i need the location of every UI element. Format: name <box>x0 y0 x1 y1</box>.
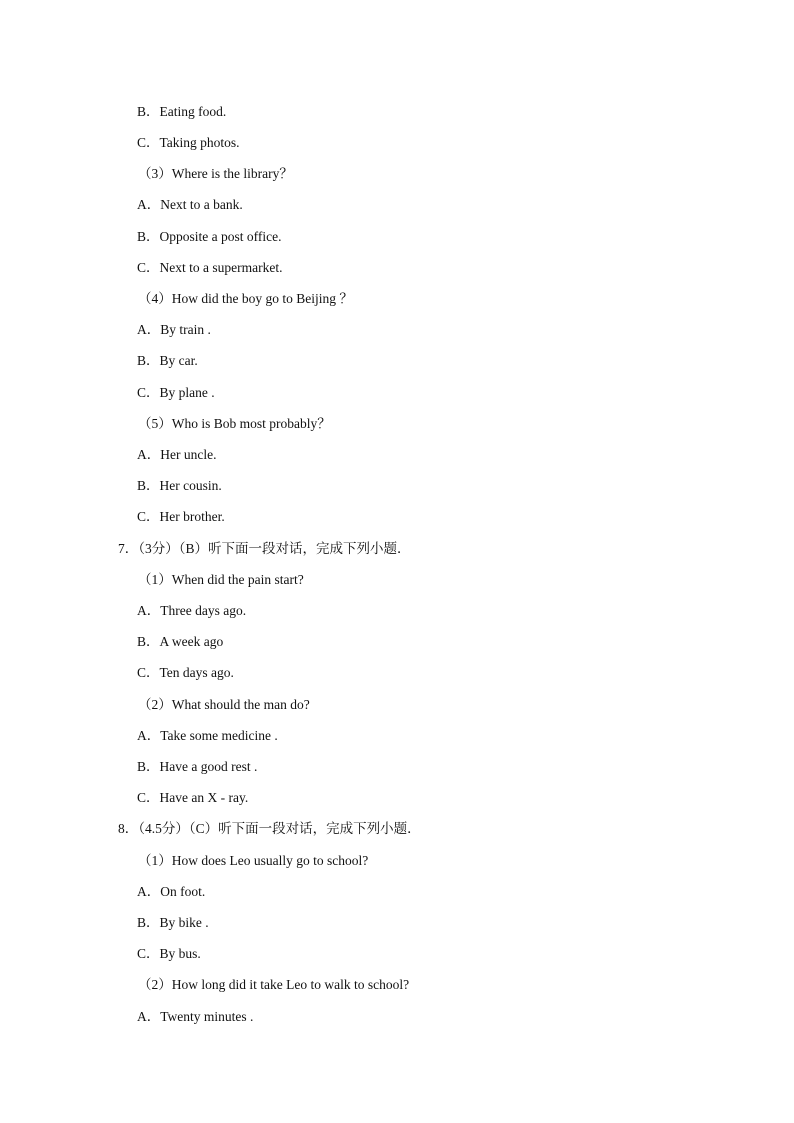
question-8-2-walk-time: （2）How long did it take Leo to walk to school? <box>138 977 410 992</box>
option-a-next-to-bank: A．Next to a bank. <box>137 197 243 212</box>
option-c-x-ray: C．Have an X - ray. <box>137 790 249 805</box>
option-b-by-bike: B．By bike . <box>137 915 209 930</box>
option-b-opposite-post-office: B．Opposite a post office. <box>137 229 282 244</box>
option-c-by-bus: C．By bus. <box>137 946 201 961</box>
option-b-by-car: B．By car. <box>137 353 198 368</box>
option-a-three-days-ago: A．Three days ago. <box>137 603 247 618</box>
option-c-ten-days-ago: C．Ten days ago. <box>137 665 234 680</box>
option-c-her-brother: C．Her brother. <box>137 509 225 524</box>
option-b-eating-food: B．Eating food. <box>137 104 227 119</box>
question-7-2-man-do: （2）What should the man do? <box>138 697 310 712</box>
option-c-taking-photos: C．Taking photos. <box>137 135 240 150</box>
option-a-her-uncle: A．Her uncle. <box>137 447 217 462</box>
option-b-her-cousin: B．Her cousin. <box>137 478 222 493</box>
question-4-beijing: （4）How did the boy go to Beijing ？ <box>138 291 353 306</box>
option-a-on-foot: A．On foot. <box>137 884 206 899</box>
option-a-twenty-minutes: A．Twenty minutes . <box>137 1009 254 1024</box>
option-a-take-medicine: A．Take some medicine . <box>137 728 278 743</box>
question-7-heading: 7．（3分）（B）听下面一段对话，完成下列小题． <box>118 541 411 556</box>
option-b-a-week-ago: B．A week ago <box>137 634 224 649</box>
option-c-by-plane: C．By plane . <box>137 385 215 400</box>
option-a-by-train: A．By train . <box>137 322 211 337</box>
question-5-bob: （5）Who is Bob most probably？ <box>138 416 331 431</box>
question-3-library: （3）Where is the library？ <box>138 166 293 181</box>
question-8-heading: 8．（4.5分）（C）听下面一段对话，完成下列小题． <box>118 821 421 836</box>
question-8-1-school: （1）How does Leo usually go to school? <box>138 853 369 868</box>
option-c-next-to-supermarket: C．Next to a supermarket. <box>137 260 283 275</box>
question-7-1-pain: （1）When did the pain start? <box>138 572 304 587</box>
option-b-good-rest: B．Have a good rest . <box>137 759 258 774</box>
